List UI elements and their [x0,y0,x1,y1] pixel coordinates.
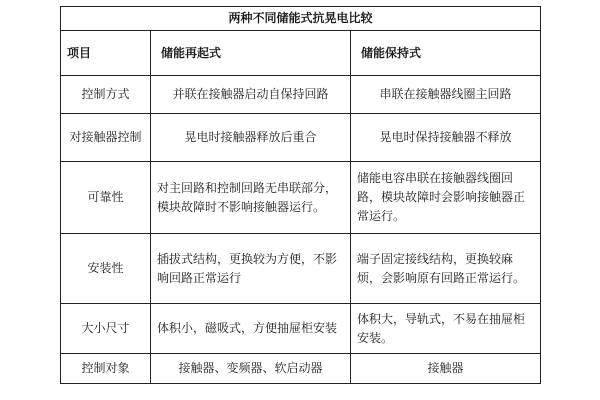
header-row [61,31,541,76]
hold-cell: 储能电容串联在接触器线圈回路，模块故障时会影响接触器正常运行。 [351,162,541,234]
restart-cell: 并联在接触器启动自保持回路 [151,76,351,114]
table-row [61,354,541,384]
header-item: 项目 [61,31,151,76]
hold-cell: 端子固定接线结构，更换较麻烦，会影响原有回路正常运行。 [351,234,541,304]
table-row [61,304,541,354]
restart-cell: 对主回路和控制回路无串联部分，模块故障时不影响接触器运行。 [151,162,351,234]
table-row [61,162,541,234]
table-row [61,234,541,304]
table-row [61,114,541,162]
comparison-table [60,6,541,384]
header-restart-type: 储能再起式 [151,31,351,76]
row-label: 控制方式 [61,76,151,114]
hold-cell: 串联在接触器线圈主回路 [351,76,541,114]
hold-cell: 体积大，导轨式，不易在抽屉柜安装。 [351,304,541,354]
row-label: 控制对象 [61,354,151,384]
row-label: 可靠性 [61,162,151,234]
row-label: 对接触器控制 [61,114,151,162]
hold-cell: 晃电时保持接触器不释放 [351,114,541,162]
header-hold-type: 储能保持式 [351,31,541,76]
table-row [61,76,541,114]
restart-cell: 插拔式结构，更换较为方便，不影响回路正常运行 [151,234,351,304]
row-label: 大小尺寸 [61,304,151,354]
title-row [61,7,541,31]
row-label: 安装性 [61,234,151,304]
table-title: 两种不同储能式抗晃电比较 [61,7,541,31]
restart-cell: 接触器、变频器、软启动器 [151,354,351,384]
restart-cell: 体积小，磁吸式，方便抽屉柜安装 [151,304,351,354]
restart-cell: 晃电时接触器释放后重合 [151,114,351,162]
hold-cell: 接触器 [351,354,541,384]
